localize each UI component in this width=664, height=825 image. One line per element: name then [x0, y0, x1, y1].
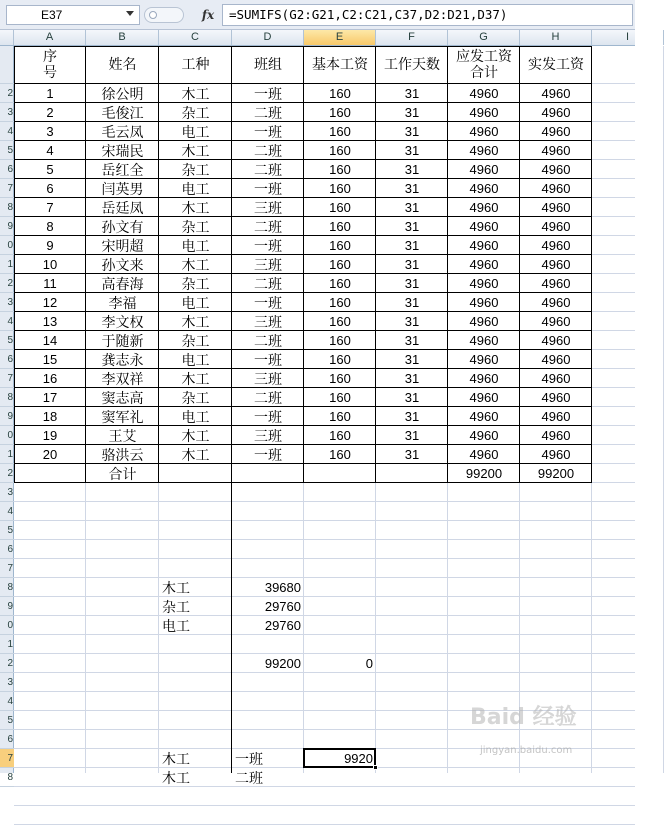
table-header-text: 姓名 [108, 57, 137, 73]
table-cell[interactable]: 2 [46, 105, 54, 120]
formula-bar [0, 0, 635, 30]
summary-trade[interactable]: 电工 [162, 618, 190, 635]
table-cell[interactable]: 160 [329, 276, 351, 291]
table-cell[interactable]: 18 [42, 409, 58, 424]
table-cell[interactable]: 4960 [541, 428, 571, 443]
insert-function-icon[interactable]: fx [201, 8, 215, 22]
row-header-2[interactable]: 2 [0, 84, 14, 103]
table-cell[interactable]: 4 [46, 143, 54, 158]
table-cell[interactable]: 窦志高 [101, 390, 144, 407]
table-header-1[interactable] [14, 46, 86, 84]
table-border-horizontal [14, 406, 592, 407]
table-cell[interactable]: 二班 [254, 390, 282, 407]
table-cell[interactable]: 31 [404, 124, 420, 139]
table-cell[interactable]: 160 [329, 409, 351, 424]
row-header-25[interactable]: 5 [0, 521, 14, 540]
summary-trade[interactable]: 杂工 [162, 599, 190, 616]
row-header-18[interactable]: 8 [0, 388, 14, 407]
row-header-12[interactable]: 2 [0, 274, 14, 293]
table-cell[interactable]: 31 [404, 200, 420, 215]
row-header-32[interactable]: 2 [0, 654, 14, 673]
table-cell[interactable]: 1 [46, 86, 54, 101]
column-header-d[interactable]: D [232, 30, 304, 45]
table-cell[interactable]: 王艾 [108, 428, 137, 445]
table-cell[interactable]: 徐公明 [101, 86, 144, 103]
table-border-horizontal [14, 349, 592, 350]
table-cell[interactable]: 二班 [254, 143, 282, 160]
row-header-9[interactable]: 9 [0, 217, 14, 236]
table-cell[interactable]: 160 [329, 105, 351, 120]
table-cell[interactable]: 4960 [541, 200, 571, 215]
summary-zero[interactable]: 0 [365, 656, 373, 671]
column-header-a[interactable]: A [14, 30, 86, 45]
table-header-text: 班组 [254, 57, 282, 73]
table-border-vertical [303, 46, 304, 483]
column-header-row [0, 30, 635, 46]
table-border-horizontal [14, 444, 592, 445]
table-cell[interactable]: 电工 [181, 181, 210, 198]
table-cell[interactable]: 4960 [541, 447, 571, 462]
lookup-team[interactable]: 一班 [235, 751, 263, 768]
table-cell[interactable]: 160 [329, 238, 351, 253]
grid-line-horizontal [14, 710, 635, 711]
table-cell[interactable]: 二班 [254, 333, 282, 350]
table-cell[interactable]: 闫英男 [101, 181, 144, 198]
table-border-horizontal [14, 159, 592, 160]
table-cell[interactable]: 岳廷凤 [101, 200, 144, 217]
table-cell[interactable]: 三班 [254, 314, 282, 331]
column-header-e[interactable]: E [304, 30, 376, 45]
summary-amount[interactable]: 39680 [264, 580, 301, 595]
table-cell[interactable]: 李福 [108, 295, 137, 312]
watermark-url: jingyan.baidu.com [480, 745, 573, 756]
table-cell[interactable]: 12 [42, 295, 58, 310]
table-cell[interactable]: 160 [329, 162, 351, 177]
column-header-b[interactable]: B [86, 30, 159, 45]
table-cell[interactable]: 电工 [181, 295, 210, 312]
grid-line-horizontal [14, 596, 635, 597]
table-header-6[interactable] [376, 46, 448, 84]
grid-line-horizontal [14, 729, 635, 730]
table-cell[interactable]: 木工 [181, 428, 210, 445]
row-header-4[interactable]: 4 [0, 122, 14, 141]
table-cell[interactable]: 龚志永 [101, 352, 144, 369]
table-cell[interactable]: 160 [329, 314, 351, 329]
table-cell[interactable]: 160 [329, 371, 351, 386]
table-cell[interactable]: 杂工 [181, 162, 210, 179]
table-cell[interactable]: 三班 [254, 371, 282, 388]
table-cell[interactable]: 一班 [254, 86, 282, 103]
lookup-trade[interactable]: 木工 [162, 770, 190, 787]
row-header-8[interactable]: 8 [0, 198, 14, 217]
table-cell[interactable]: 三班 [254, 257, 282, 274]
table-cell[interactable]: 31 [404, 390, 420, 405]
table-cell[interactable]: 31 [404, 238, 420, 253]
table-border-horizontal [14, 330, 592, 331]
name-box[interactable]: E37 [6, 5, 140, 25]
table-cell[interactable]: 9 [46, 238, 54, 253]
table-cell[interactable]: 10 [42, 257, 58, 272]
table-border-horizontal [14, 178, 592, 179]
table-border-horizontal [14, 216, 592, 217]
row-header-3[interactable]: 3 [0, 103, 14, 122]
table-cell[interactable]: 窦军礼 [101, 409, 144, 426]
table-cell[interactable]: 14 [42, 333, 58, 348]
table-cell[interactable]: 16 [42, 371, 58, 386]
table-cell[interactable]: 4960 [469, 371, 499, 386]
table-cell[interactable]: 一班 [254, 238, 282, 255]
column-header-f[interactable]: F [376, 30, 448, 45]
table-cell[interactable]: 二班 [254, 105, 282, 122]
table-border-horizontal [14, 254, 592, 255]
row-header-26[interactable]: 6 [0, 540, 14, 559]
table-cell[interactable]: 4960 [541, 86, 571, 101]
row-header-37[interactable]: 7 [0, 749, 14, 768]
table-cell[interactable]: 160 [329, 219, 351, 234]
table-cell[interactable]: 骆洪云 [101, 447, 144, 464]
name-box-dropdown-icon[interactable] [126, 11, 134, 16]
table-cell[interactable]: 杂工 [181, 390, 210, 407]
table-cell[interactable]: 4960 [541, 162, 571, 177]
table-border-horizontal [14, 425, 592, 426]
table-header-text: 序 [43, 49, 57, 65]
lookup-result[interactable]: 9920 [344, 751, 373, 766]
table-cell[interactable]: 17 [42, 390, 58, 405]
table-header-text: 工作天数 [384, 57, 440, 73]
table-header-7[interactable] [448, 46, 520, 84]
summary-amount[interactable]: 29760 [264, 618, 301, 633]
column-d-border [231, 483, 232, 773]
total-label[interactable]: 合计 [108, 466, 137, 483]
table-cell[interactable]: 11 [43, 276, 57, 291]
table-cell[interactable]: 4960 [469, 238, 499, 253]
total-gross-pay[interactable]: 99200 [465, 466, 503, 481]
table-border-horizontal [14, 292, 592, 293]
table-cell[interactable]: 31 [404, 409, 420, 424]
row-header-31[interactable]: 1 [0, 635, 14, 654]
table-cell[interactable]: 31 [404, 181, 420, 196]
table-border-vertical [158, 46, 159, 483]
table-cell[interactable]: 电工 [181, 409, 210, 426]
table-cell[interactable]: 李文权 [101, 314, 144, 331]
table-cell[interactable]: 31 [404, 276, 420, 291]
table-cell[interactable]: 电工 [181, 352, 210, 369]
table-cell[interactable]: 4960 [469, 295, 499, 310]
table-header-text: 应发工资 [456, 49, 512, 65]
row-header-14[interactable]: 4 [0, 312, 14, 331]
table-cell[interactable]: 宋明超 [101, 238, 144, 255]
column-header-i[interactable]: I [592, 30, 664, 45]
row-header-30[interactable]: 0 [0, 616, 14, 635]
table-cell[interactable]: 20 [42, 447, 58, 462]
table-cell[interactable]: 3 [46, 124, 54, 139]
row-header-22[interactable]: 2 [0, 464, 14, 483]
table-cell[interactable]: 一班 [254, 124, 282, 141]
row-header-15[interactable]: 5 [0, 331, 14, 350]
grid-line-horizontal [14, 520, 635, 521]
row-header-34[interactable]: 4 [0, 692, 14, 711]
table-cell[interactable]: 4960 [541, 276, 571, 291]
table-cell[interactable]: 4960 [469, 86, 499, 101]
table-cell[interactable]: 160 [329, 200, 351, 215]
table-border-vertical [85, 46, 86, 483]
summary-trade[interactable]: 木工 [162, 580, 190, 597]
table-cell[interactable]: 4960 [469, 447, 499, 462]
table-cell[interactable]: 木工 [181, 143, 210, 160]
row-header-19[interactable]: 9 [0, 407, 14, 426]
table-cell[interactable]: 31 [404, 219, 420, 234]
table-cell[interactable]: 8 [46, 219, 54, 234]
table-cell[interactable]: 4960 [541, 257, 571, 272]
formula-input[interactable]: =SUMIFS(G2:G21,C2:C21,C37,D2:D21,D37) [222, 4, 633, 26]
table-cell[interactable]: 木工 [181, 314, 210, 331]
grid-line-horizontal [14, 634, 635, 635]
table-border-horizontal [14, 197, 592, 198]
table-cell[interactable]: 一班 [254, 295, 282, 312]
table-cell[interactable]: 160 [329, 333, 351, 348]
table-header-8[interactable] [520, 46, 592, 84]
table-cell[interactable]: 一班 [254, 409, 282, 426]
table-header-text: 合计 [470, 65, 498, 81]
table-cell[interactable]: 4960 [469, 314, 499, 329]
table-border-horizontal [14, 121, 592, 122]
table-cell[interactable]: 160 [329, 143, 351, 158]
row-header-1[interactable] [0, 46, 14, 84]
select-all-corner[interactable] [0, 30, 14, 45]
lookup-result[interactable] [304, 768, 376, 787]
table-cell[interactable]: 木工 [181, 257, 210, 274]
table-border-horizontal [14, 463, 592, 464]
table-header-text: 实发工资 [528, 57, 584, 73]
table-cell[interactable]: 二班 [254, 276, 282, 293]
table-cell[interactable]: 4960 [541, 143, 571, 158]
row-header-23[interactable]: 3 [0, 483, 14, 502]
row-header-16[interactable]: 6 [0, 350, 14, 369]
table-border-horizontal [14, 235, 592, 236]
table-cell[interactable]: 160 [329, 352, 351, 367]
watermark-logo: Baid 经验 [470, 705, 577, 730]
table-header-text: 基本工资 [312, 57, 368, 73]
table-cell[interactable]: 孙文有 [101, 219, 144, 236]
table-cell[interactable]: 160 [329, 86, 351, 101]
row-header-17[interactable]: 7 [0, 369, 14, 388]
summary-total[interactable]: 99200 [264, 656, 301, 671]
table-cell[interactable]: 孙文来 [101, 257, 144, 274]
table-cell[interactable]: 4960 [469, 390, 499, 405]
table-cell[interactable]: 宋瑞民 [101, 143, 144, 160]
table-cell[interactable]: 于随新 [101, 333, 144, 350]
table-border-horizontal [14, 83, 592, 84]
table-cell[interactable]: 4960 [541, 352, 571, 367]
table-cell[interactable]: 31 [404, 371, 420, 386]
grid-line-horizontal [14, 501, 635, 502]
table-cell[interactable]: 4960 [469, 143, 499, 158]
table-cell[interactable]: 二班 [254, 162, 282, 179]
table-cell[interactable]: 4960 [469, 428, 499, 443]
table-cell[interactable]: 4960 [469, 124, 499, 139]
table-cell[interactable]: 160 [329, 181, 351, 196]
table-cell[interactable]: 木工 [181, 371, 210, 388]
table-cell[interactable]: 4960 [469, 200, 499, 215]
table-cell[interactable]: 木工 [181, 200, 210, 217]
table-cell[interactable]: 木工 [181, 447, 210, 464]
table-cell[interactable]: 4960 [541, 409, 571, 424]
table-cell[interactable]: 二班 [254, 219, 282, 236]
grid-line-horizontal [14, 805, 635, 806]
table-cell[interactable]: 一班 [254, 447, 282, 464]
table-cell[interactable]: 4960 [541, 333, 571, 348]
table-cell[interactable]: 4960 [541, 124, 571, 139]
table-cell[interactable]: 4960 [469, 276, 499, 291]
lookup-trade[interactable]: 木工 [162, 751, 190, 768]
table-border-horizontal [14, 102, 592, 103]
table-cell[interactable]: 19 [42, 428, 58, 443]
row-header-33[interactable]: 3 [0, 673, 14, 692]
table-cell[interactable]: 31 [404, 352, 420, 367]
table-cell[interactable]: 三班 [254, 428, 282, 445]
grid-line-horizontal [14, 577, 635, 578]
table-cell[interactable]: 31 [404, 257, 420, 272]
table-header-2[interactable] [86, 46, 159, 84]
row-header-24[interactable]: 4 [0, 502, 14, 521]
table-cell[interactable]: 31 [404, 162, 420, 177]
column-header-c[interactable]: C [159, 30, 232, 45]
table-cell[interactable]: 杂工 [181, 333, 210, 350]
table-border-horizontal [14, 368, 592, 369]
table-cell[interactable]: 一班 [254, 181, 282, 198]
table-cell[interactable]: 31 [404, 447, 420, 462]
row-header-29[interactable]: 9 [0, 597, 14, 616]
table-border-horizontal [14, 273, 592, 274]
table-cell[interactable]: 15 [42, 352, 58, 367]
table-cell[interactable]: 31 [404, 105, 420, 120]
table-cell[interactable]: 160 [329, 428, 351, 443]
table-cell[interactable]: 4960 [469, 352, 499, 367]
table-cell[interactable]: 160 [329, 390, 351, 405]
row-header-35[interactable]: 5 [0, 711, 14, 730]
table-border-horizontal [14, 387, 592, 388]
table-header-text: 号 [43, 65, 57, 81]
expand-handle-dot-icon [149, 11, 157, 19]
table-cell[interactable]: 4960 [541, 314, 571, 329]
column-header-g[interactable]: G [448, 30, 520, 45]
table-cell[interactable]: 杂工 [181, 276, 210, 293]
row-header-column [0, 46, 14, 783]
table-cell[interactable]: 4960 [541, 371, 571, 386]
table-cell[interactable]: 4960 [469, 181, 499, 196]
formula-bar-expand-handle[interactable] [144, 7, 184, 23]
table-cell[interactable]: 31 [404, 333, 420, 348]
table-cell[interactable]: 4960 [469, 257, 499, 272]
table-cell[interactable]: 4960 [541, 105, 571, 120]
grid-line-horizontal [14, 539, 635, 540]
row-header-27[interactable]: 7 [0, 559, 14, 578]
fill-handle[interactable] [373, 765, 378, 770]
table-cell[interactable]: 7 [46, 200, 54, 215]
table-cell[interactable]: 高春海 [101, 276, 144, 293]
table-cell[interactable]: 4960 [469, 409, 499, 424]
grid-line-horizontal [14, 691, 635, 692]
table-cell[interactable]: 电工 [181, 238, 210, 255]
lookup-team[interactable]: 二班 [235, 770, 263, 787]
table-border-vertical [375, 46, 376, 483]
table-cell[interactable]: 160 [329, 295, 351, 310]
row-header-21[interactable]: 1 [0, 445, 14, 464]
row-header-28[interactable]: 8 [0, 578, 14, 597]
table-header-4[interactable] [232, 46, 304, 84]
table-cell[interactable]: 4960 [541, 295, 571, 310]
table-cell[interactable]: 160 [329, 447, 351, 462]
table-cell[interactable]: 4960 [469, 105, 499, 120]
table-cell[interactable]: 6 [46, 181, 54, 196]
table-cell[interactable]: 4960 [541, 238, 571, 253]
row-header-7[interactable]: 7 [0, 179, 14, 198]
row-header-6[interactable]: 6 [0, 160, 14, 179]
table-header-3[interactable] [159, 46, 232, 84]
total-net-pay[interactable]: 99200 [537, 466, 575, 481]
table-cell[interactable]: 160 [329, 124, 351, 139]
table-cell[interactable]: 4960 [541, 181, 571, 196]
table-border-vertical [231, 46, 232, 483]
table-cell[interactable]: 木工 [181, 86, 210, 103]
row-header-36[interactable]: 6 [0, 730, 14, 749]
table-border-vertical [519, 46, 520, 483]
table-cell[interactable]: 李双祥 [101, 371, 144, 388]
row-header-38[interactable]: 8 [0, 768, 14, 787]
table-border-horizontal [14, 311, 592, 312]
table-cell[interactable]: 31 [404, 143, 420, 158]
table-cell[interactable]: 三班 [254, 200, 282, 217]
table-border-vertical [447, 46, 448, 483]
row-header-5[interactable]: 5 [0, 141, 14, 160]
table-header-5[interactable] [304, 46, 376, 84]
table-cell[interactable]: 毛俊江 [101, 105, 144, 122]
table-cell[interactable]: 岳红全 [101, 162, 144, 179]
table-cell[interactable]: 160 [329, 257, 351, 272]
table-header-text: 工种 [181, 57, 210, 73]
row-header-20[interactable]: 0 [0, 426, 14, 445]
table-border-horizontal [14, 140, 592, 141]
column-header-h[interactable]: H [520, 30, 592, 45]
table-cell[interactable]: 31 [404, 295, 420, 310]
table-cell[interactable]: 杂工 [181, 219, 210, 236]
worksheet-grid[interactable] [14, 46, 635, 787]
table-cell[interactable]: 13 [42, 314, 58, 329]
grid-line-horizontal [14, 615, 635, 616]
row-header-11[interactable]: 1 [0, 255, 14, 274]
table-cell[interactable]: 31 [404, 428, 420, 443]
table-cell[interactable]: 一班 [254, 352, 282, 369]
table-cell[interactable]: 31 [404, 314, 420, 329]
row-header-10[interactable]: 0 [0, 236, 14, 255]
table-cell[interactable]: 电工 [181, 124, 210, 141]
table-cell[interactable]: 杂工 [181, 105, 210, 122]
table-cell[interactable]: 4960 [541, 219, 571, 234]
table-cell[interactable]: 5 [46, 162, 54, 177]
active-cell-e37[interactable] [303, 748, 376, 768]
table-cell[interactable]: 4960 [469, 162, 499, 177]
table-cell[interactable]: 31 [404, 86, 420, 101]
table-cell[interactable]: 4960 [469, 333, 499, 348]
grid-line-horizontal [14, 558, 635, 559]
table-cell[interactable]: 4960 [469, 219, 499, 234]
table-cell[interactable]: 毛云凤 [101, 124, 144, 141]
summary-amount[interactable]: 29760 [264, 599, 301, 614]
table-cell[interactable]: 4960 [541, 390, 571, 405]
row-header-13[interactable]: 3 [0, 293, 14, 312]
